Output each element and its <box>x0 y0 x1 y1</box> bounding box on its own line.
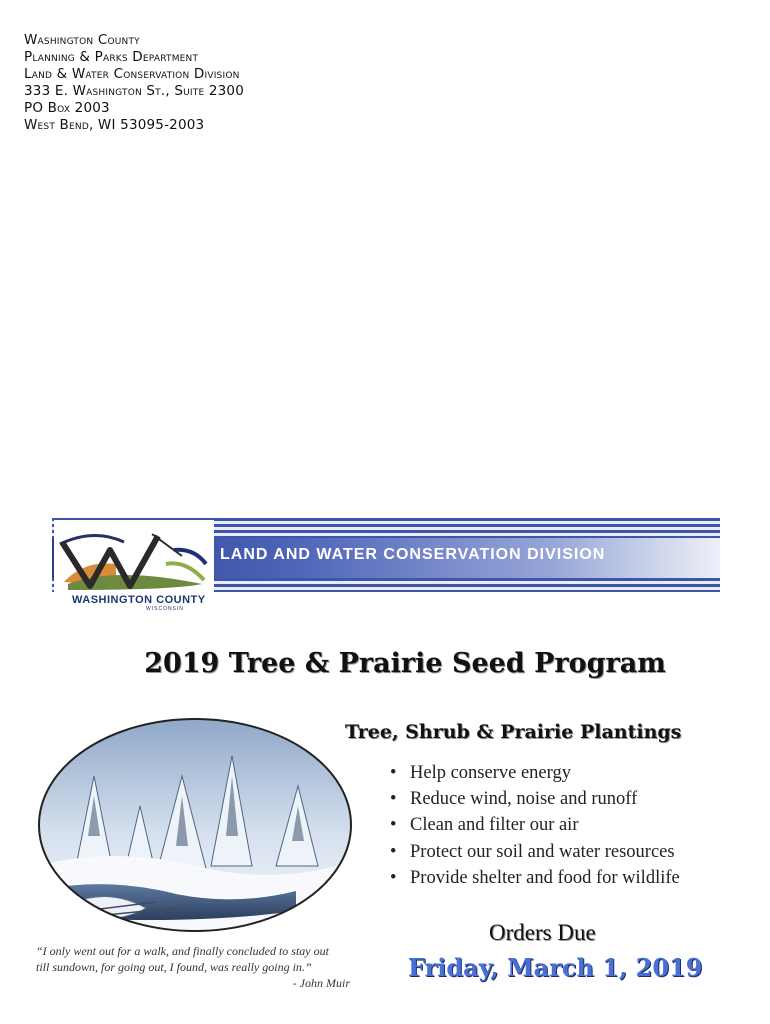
program-title: 2019 Tree & Prairie Seed Program <box>144 648 666 679</box>
list-item <box>390 865 680 891</box>
benefit-text: Provide shelter and food for wildlife <box>410 867 680 888</box>
benefits-list <box>390 760 680 891</box>
logo-text: WASHINGTON COUNTY <box>72 594 206 606</box>
address-line: Washington County <box>24 32 140 48</box>
quote-author: - John Muir <box>292 976 350 990</box>
address-line: Land & Water Conservation Division <box>24 66 240 82</box>
address-line: 333 E. Washington St., Suite 2300 <box>24 83 244 99</box>
john-muir-quote <box>36 943 366 991</box>
bullet-icon: • <box>390 841 397 862</box>
address-line: PO Box 2003 <box>24 100 110 116</box>
list-item <box>390 839 680 865</box>
division-banner <box>52 518 722 610</box>
bullet-icon: • <box>390 815 397 836</box>
benefit-text: Protect our soil and water resources <box>410 841 675 862</box>
county-logo <box>54 520 214 610</box>
quote-line: “I only went out for a walk, and finally concluded to stay out <box>36 944 329 958</box>
benefit-text: Help conserve energy <box>410 763 571 783</box>
program-subtitle: Tree, Shrub & Prairie Plantings <box>345 721 682 743</box>
list-item <box>390 786 680 812</box>
quote-line: till sundown, for going out, I found, was really going in.” <box>36 960 312 974</box>
orders-due-date: Friday, March 1, 2019 <box>408 953 703 982</box>
logo-subtext: WISCONSIN <box>146 606 184 612</box>
banner-title: LAND AND WATER CONSERVATION DIVISION <box>220 546 606 563</box>
winter-forest-photo <box>36 716 354 934</box>
address-line: West Bend, WI 53095-2003 <box>24 117 205 133</box>
return-address <box>24 32 244 134</box>
benefit-text: Reduce wind, noise and runoff <box>410 789 638 810</box>
bullet-icon: • <box>390 789 397 810</box>
bullet-icon: • <box>390 867 397 888</box>
benefit-text: Clean and filter our air <box>410 815 579 836</box>
address-line: Planning & Parks Department <box>24 49 199 65</box>
list-item <box>390 760 680 786</box>
orders-due-label: Orders Due <box>489 920 596 945</box>
bullet-icon: • <box>390 763 397 783</box>
list-item <box>390 812 680 838</box>
